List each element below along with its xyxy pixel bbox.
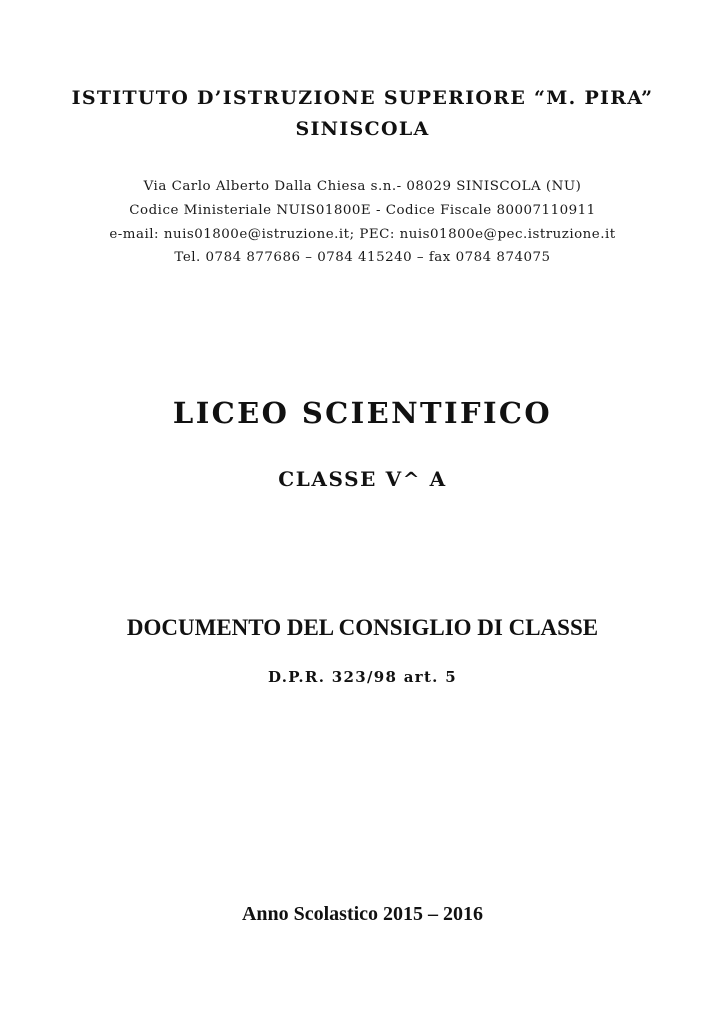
institute-name: ISTITUTO D’ISTRUZIONE SUPERIORE “M. PIRA” bbox=[71, 87, 654, 109]
institute-city: SINISCOLA bbox=[295, 118, 430, 140]
institute-emails: e-mail: nuis01800e@istruzione.it; PEC: nuis01800e@pec.istruzione.it bbox=[109, 227, 616, 242]
document-title: DOCUMENTO DEL CONSIGLIO DI CLASSE bbox=[126, 615, 599, 640]
school-year: Anno Scolastico 2015 – 2016 bbox=[241, 903, 484, 925]
institute-phones: Tel. 0784 877686 – 0784 415240 – fax 0784 874075 bbox=[174, 250, 551, 265]
institute-codes: Codice Ministeriale NUIS01800E - Codice Fiscale 80007110911 bbox=[129, 203, 596, 218]
school-type-title: LICEO SCIENTIFICO bbox=[172, 396, 553, 430]
institute-address: Via Carlo Alberto Dalla Chiesa s.n.- 08029 SINISCOLA (NU) bbox=[143, 179, 582, 194]
class-name: CLASSE V^ A bbox=[278, 467, 447, 491]
legal-reference: D.P.R. 323/98 art. 5 bbox=[268, 668, 457, 686]
